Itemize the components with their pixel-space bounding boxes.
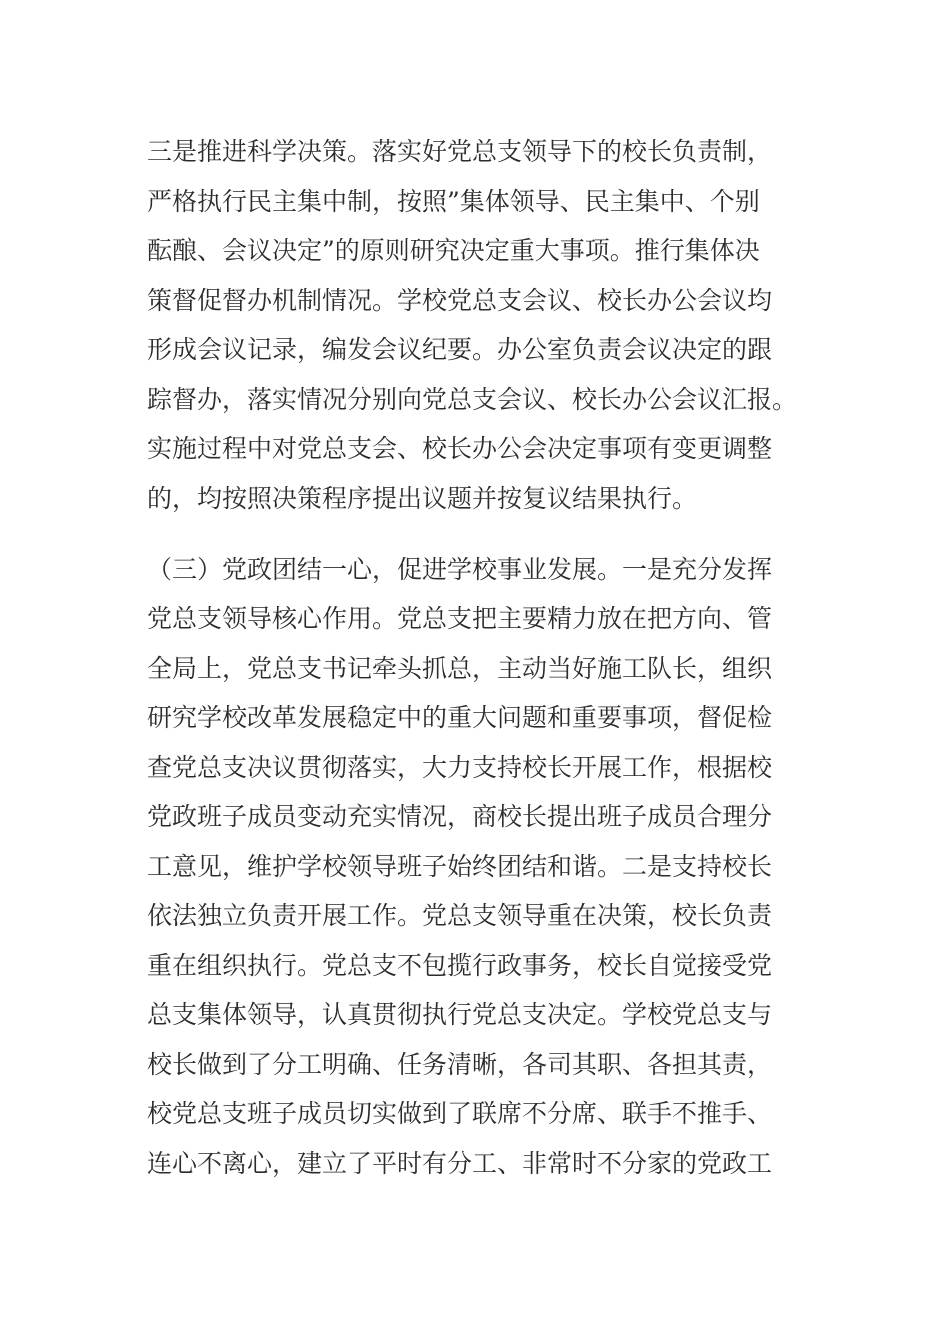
text-line: 连心不离心，建立了平时有分工、非常时不分家的党政工 xyxy=(147,1149,773,1178)
text-line: 策督促督办机制情况。学校党总支会议、校长办公会议均 xyxy=(147,286,773,315)
text-line: 形成会议记录，编发会议纪要。办公室负责会议决定的跟 xyxy=(147,335,773,364)
text-line: 党总支领导核心作用。党总支把主要精力放在把方向、管 xyxy=(147,604,773,633)
text-line: 实施过程中对党总支会、校长办公会决定事项有变更调整 xyxy=(147,434,773,463)
text-line: 工意见，维护学校领导班子始终团结和谐。二是支持校长 xyxy=(147,852,773,881)
text-line: 重在组织执行。党总支不包揽行政事务，校长自觉接受党 xyxy=(147,951,773,980)
text-line: （三）党政团结一心，促进学校事业发展。一是充分发挥 xyxy=(147,555,773,584)
text-line: 严格执行民主集中制，按照”集体领导、民主集中、个别 xyxy=(147,187,760,216)
text-line: 的，均按照决策程序提出议题并按复议结果执行。 xyxy=(147,484,698,513)
text-line: 查党总支决议贯彻落实，大力支持校长开展工作，根据校 xyxy=(147,753,773,782)
text-line: 校党总支班子成员切实做到了联席不分席、联手不推手、 xyxy=(147,1099,773,1128)
text-line: 三是推进科学决策。落实好党总支领导下的校长负责制， xyxy=(147,137,773,166)
text-line: 党政班子成员变动充实情况，商校长提出班子成员合理分 xyxy=(147,802,773,831)
text-line: 踪督办，落实情况分别向党总支会议、校长办公会议汇报。 xyxy=(147,385,798,414)
text-line: 全局上，党总支书记牵头抓总，主动当好施工队长，组织 xyxy=(147,654,773,683)
text-line: 总支集体领导，认真贯彻执行党总支决定。学校党总支与 xyxy=(147,1000,773,1029)
text-line: 依法独立负责开展工作。党总支领导重在决策，校长负责 xyxy=(147,901,773,930)
text-line: 校长做到了分工明确、任务清晰，各司其职、各担其责， xyxy=(147,1050,773,1079)
text-line: 研究学校改革发展稳定中的重大问题和重要事项，督促检 xyxy=(147,703,773,732)
text-line: 酝酿、会议决定”的原则研究决定重大事项。推行集体决 xyxy=(147,236,760,265)
